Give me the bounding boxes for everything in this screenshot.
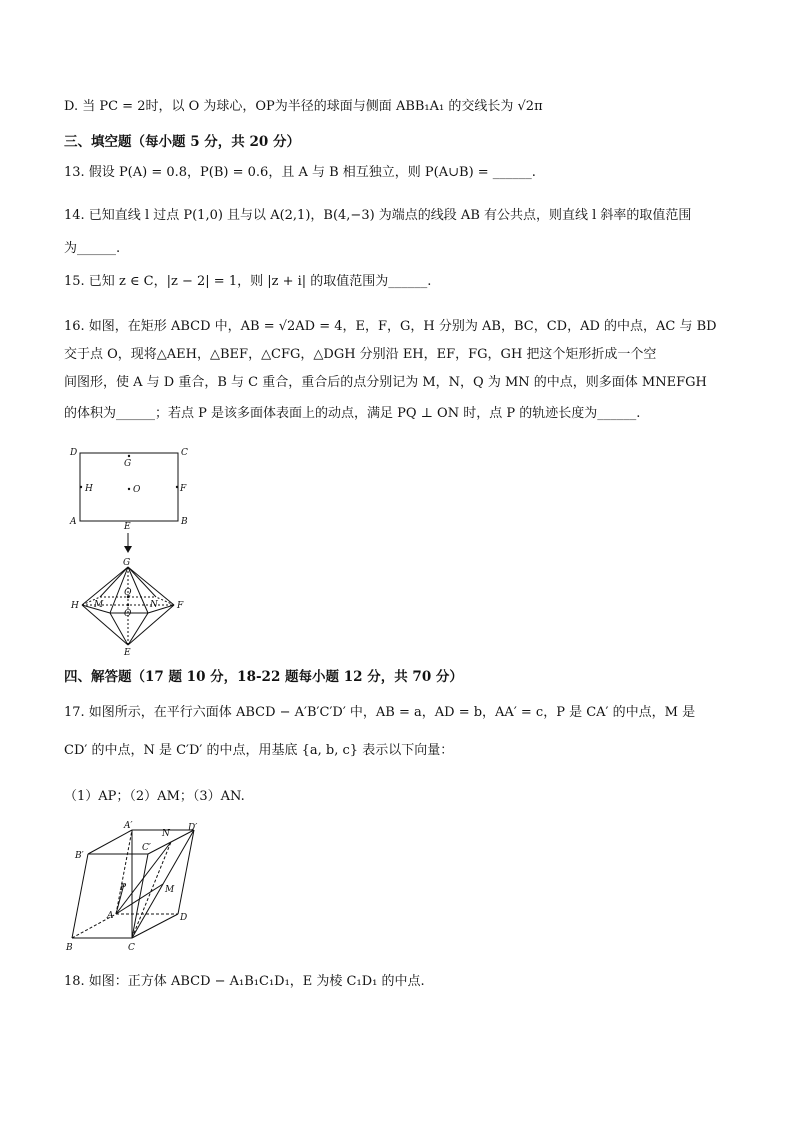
poly-label-n: N — [150, 600, 158, 610]
label-o: O — [133, 485, 141, 495]
label-f: F — [180, 484, 187, 494]
question-16-line-3: 间图形，使 A 与 D 重合，B 与 C 重合，重合后的点分别记为 M，N，Q 为 MN 的中点，则多面体 MNEFGH — [64, 375, 707, 390]
poly-label-f: F — [177, 601, 184, 611]
fold-arrow-head — [124, 546, 132, 553]
poly-label-e: E — [124, 648, 131, 658]
label-a: A — [107, 911, 114, 921]
label-b-prime: B′ — [75, 851, 84, 861]
label-d-prime: D′ — [188, 823, 198, 833]
poly-label-m: M — [94, 600, 104, 610]
question-14-line-1: 14. 已知直线 l 过点 P(1,0) 且与以 A(2,1)，B(4,−3) 为端点的线段 AB 有公共点，则直线 l 斜率的取值范围 — [64, 208, 692, 223]
label-g: G — [124, 459, 132, 469]
question-18: 18. 如图：正方体 ABCD − A₁B₁C₁D₁，E 为棱 C₁D₁ 的中点. — [64, 974, 425, 989]
label-c-prime: C′ — [142, 843, 151, 853]
label-m: M — [165, 885, 175, 895]
option-d: D. 当 PC = 2时，以 O 为球心，OP为半径的球面与侧面 ABB₁A₁ 的交线长为 √2π — [64, 99, 543, 114]
label-b: B — [181, 517, 188, 527]
label-n: N — [162, 829, 170, 839]
label-b: B — [66, 943, 73, 953]
question-17-line-2: CD′ 的中点，N 是 C′D′ 的中点，用基底 {a, b, c} 表示以下向量： — [64, 743, 454, 758]
question-16-line-1: 16. 如图，在矩形 ABCD 中，AB = √2AD = 4，E，F，G，H 分别为 AB，BC，CD，AD 的中点，AC 与 BD — [64, 319, 717, 334]
question-17-line-1: 17. 如图所示，在平行六面体 ABCD − A′B′C′D′ 中，AB = a，AD = b，AA′ = c，P 是 CA′ 的中点，M 是 — [64, 705, 696, 720]
question-16-line-2: 交于点 O，现将△AEH，△BEF，△CFG，△DGH 分别沿 EH，EF，FG，GH 把这个矩形折成一个空 — [64, 347, 657, 362]
figure-rectangle-fold — [60, 445, 200, 660]
label-d: D — [70, 448, 78, 458]
poly-label-o: O — [124, 609, 132, 619]
section-4-heading: 四、解答题（17 题 10 分，18-22 题每小题 12 分，共 70 分） — [64, 669, 463, 685]
label-p: P — [120, 883, 127, 893]
question-14-line-2: 为______. — [64, 241, 121, 256]
poly-label-g: G — [123, 558, 131, 568]
label-c: C — [128, 943, 135, 953]
label-d: D — [180, 913, 188, 923]
question-13: 13. 假设 P(A) = 0.8，P(B) = 0.6，且 A 与 B 相互独立，则 P(A∪B) = ______. — [64, 165, 536, 180]
question-16-line-4: 的体积为______；若点 P 是该多面体表面上的动点，满足 PQ ⊥ ON 时，点 P 的轨迹长度为______. — [64, 406, 641, 421]
section-3-heading: 三、填空题（每小题 5 分，共 20 分） — [64, 134, 300, 150]
question-15: 15. 已知 z ∈ C，|z − 2| = 1，则 |z + i| 的取值范围为______. — [64, 274, 432, 289]
label-e: E — [124, 522, 131, 532]
label-h: H — [85, 484, 93, 494]
poly-label-h: H — [71, 601, 79, 611]
label-a: A — [70, 517, 77, 527]
figure-parallelepiped — [60, 818, 210, 958]
label-a-prime: A′ — [124, 821, 133, 831]
question-17-line-3: （1）AP；（2）AM；（3）AN. — [64, 789, 245, 804]
poly-label-q: Q — [124, 588, 132, 598]
label-c: C — [181, 448, 188, 458]
